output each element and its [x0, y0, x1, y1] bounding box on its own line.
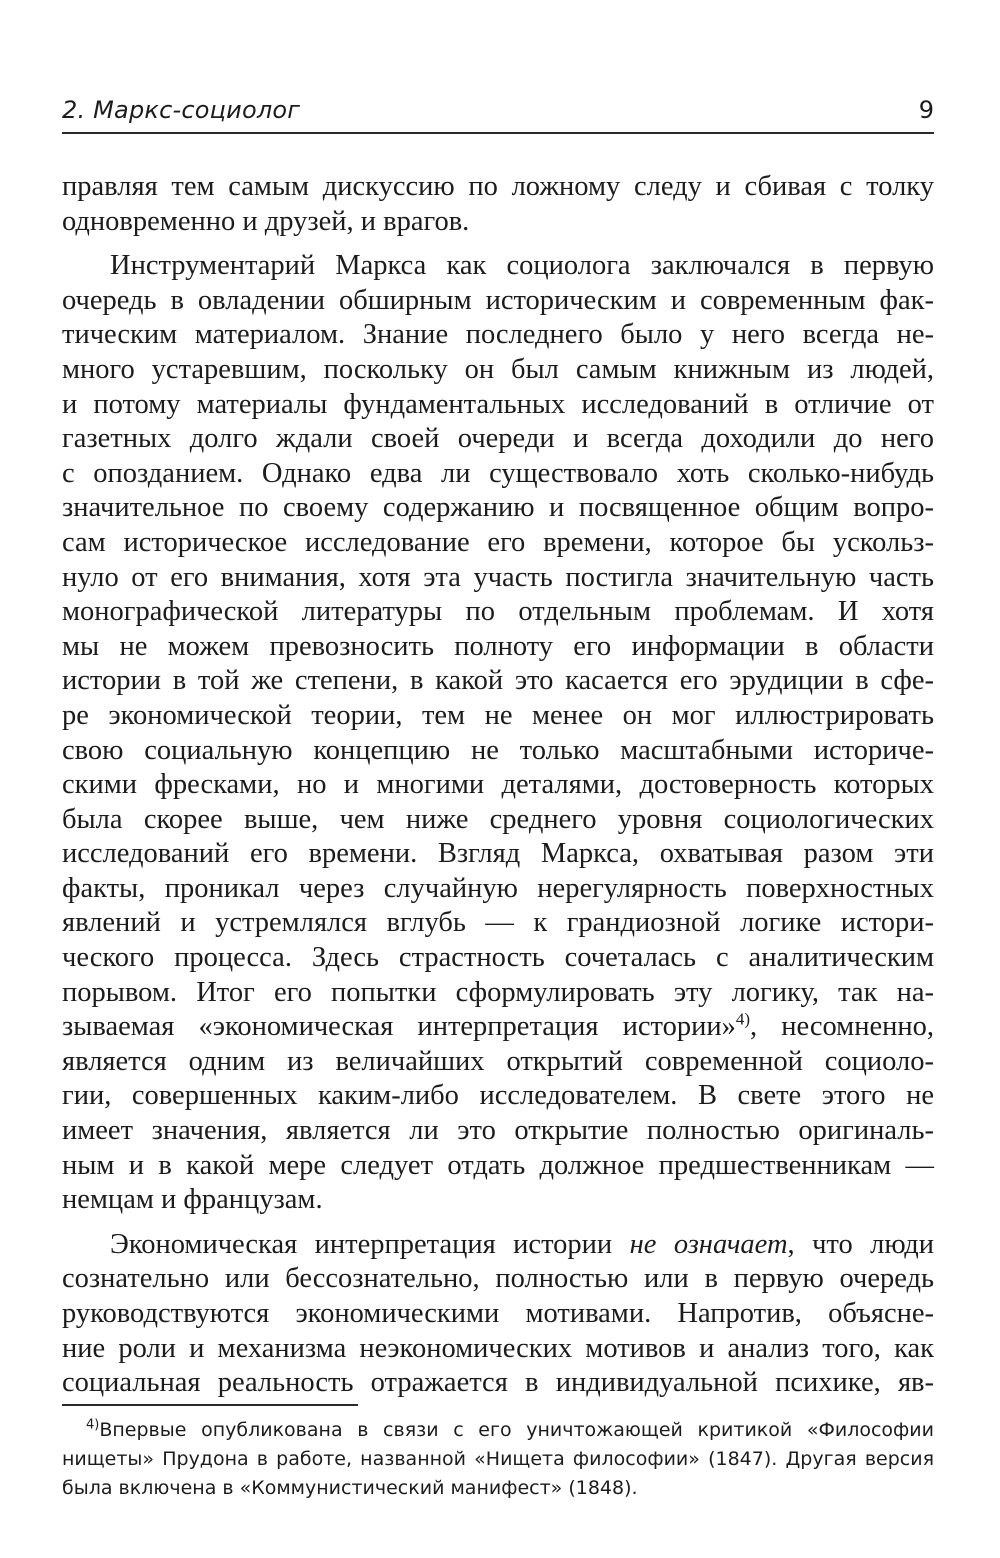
text-line: газетных долго ждали своей очереди и всегда доходили до него — [62, 423, 934, 455]
text-line: одновременно и друзей, и врагов. — [62, 205, 470, 237]
text-line: ным и в какой мере следует отдать должное предшественникам — — [62, 1149, 934, 1181]
text-line: имеет значения, является ли это открытие полностью оригиналь- — [62, 1115, 934, 1147]
text-segment: Экономическая интерпретация истории — [110, 1228, 630, 1260]
footnote-line: нищеты» Прудона в работе, названной «Нищета философии» (1847). Другая версия — [62, 1448, 934, 1470]
text-line: явлений и устремлялся вглубь — к грандиозной логике истори- — [62, 907, 934, 939]
text-line: монографической литературы по отдельным проблемам. И хотя — [62, 596, 934, 628]
text-line: была скорее выше, чем ниже среднего уровня социологических — [62, 803, 934, 835]
footnote-line — [62, 1416, 934, 1445]
text-line: нуло от его внимания, хотя эта участь постигла значительную часть — [62, 561, 934, 593]
chapter-title: 2. Маркс-социолог — [62, 96, 301, 124]
running-header — [62, 92, 934, 134]
text-line: значительное по своему содержанию и посвященное общим вопро- — [62, 492, 934, 524]
text-line: мы не можем превозносить полноту его информации в области — [62, 630, 934, 662]
text-line: факты, проникал через случайную нерегулярность поверхностных — [62, 872, 934, 904]
text-line: сознательно или бессознательно, полностью или в первую очередь — [62, 1263, 934, 1295]
text-line-with-footnote-ref — [62, 1010, 934, 1045]
text-segment: , несомненно, — [750, 1011, 934, 1043]
text-line: порывом. Итог его попытки сформулировать эту логику, так на- — [62, 976, 934, 1008]
text-line: свою социальную концепцию не только масштабными историче- — [62, 734, 934, 766]
footnote-text: Впервые опубликована в связи с его уничтожающей критикой «Философии — [99, 1419, 934, 1441]
text-line: руководствуются экономическими мотивами. Напротив, объясне- — [62, 1298, 934, 1329]
text-line: немцам и французам. — [62, 1184, 323, 1216]
body-text — [62, 170, 934, 1401]
emphasized-text: не означает — [629, 1228, 788, 1260]
text-segment: , что люди — [787, 1228, 935, 1260]
text-line: и потому материалы фундаментальных исследований в отличие от — [62, 388, 934, 420]
text-line: ре экономической теории, тем не менее он мог иллюстрировать — [62, 699, 934, 731]
text-line: гии, совершенных каким-либо исследователем. В свете этого не — [62, 1080, 934, 1112]
footnote-reference[interactable]: 4) — [735, 1009, 750, 1029]
text-line: ние роли и механизма неэкономических мотивов и анализ того, как — [62, 1332, 934, 1364]
footnote-line: была включена в «Коммунистический манифест» (1848). — [62, 1477, 638, 1499]
text-line: социальная реальность отражается в индивидуальной психике, яв- — [62, 1367, 934, 1399]
text-line: скими фресками, но и многими деталями, достоверность которых — [62, 769, 934, 801]
text-line-with-emphasis — [62, 1228, 934, 1263]
text-line: ческого процесса. Здесь страстность сочеталась с аналитическим — [62, 942, 934, 974]
text-line: истории в той же степени, в какой это касается его эрудиции в сфе- — [62, 665, 934, 697]
text-line: очередь в овладении обширным историческим и современным фак- — [62, 284, 934, 316]
text-segment: зываемая «экономическая интерпретация истории» — [62, 1011, 736, 1043]
text-line: исследований его времени. Взгляд Маркса, охватывая разом эти — [62, 838, 934, 870]
footnote-separator — [62, 1404, 358, 1406]
text-line: много устаревшим, поскольку он был самым книжным из людей, — [62, 353, 934, 385]
page-number: 9 — [918, 96, 934, 124]
text-line: правляя тем самым дискуссию по ложному следу и сбивая с толку — [62, 171, 934, 202]
text-line: тическим материалом. Знание последнего было у него всегда не- — [62, 319, 934, 351]
footnote-marker: 4) — [86, 1417, 100, 1433]
footnote — [62, 1416, 934, 1503]
text-line: сам историческое исследование его времени, которое бы ускольз- — [62, 526, 934, 558]
text-line: с опозданием. Однако едва ли существовало хоть сколько-нибудь — [62, 457, 934, 489]
text-line: является одним из величайших открытий современной социоло- — [62, 1045, 934, 1077]
text-line: Инструментарий Маркса как социолога заключался в первую — [110, 250, 934, 282]
